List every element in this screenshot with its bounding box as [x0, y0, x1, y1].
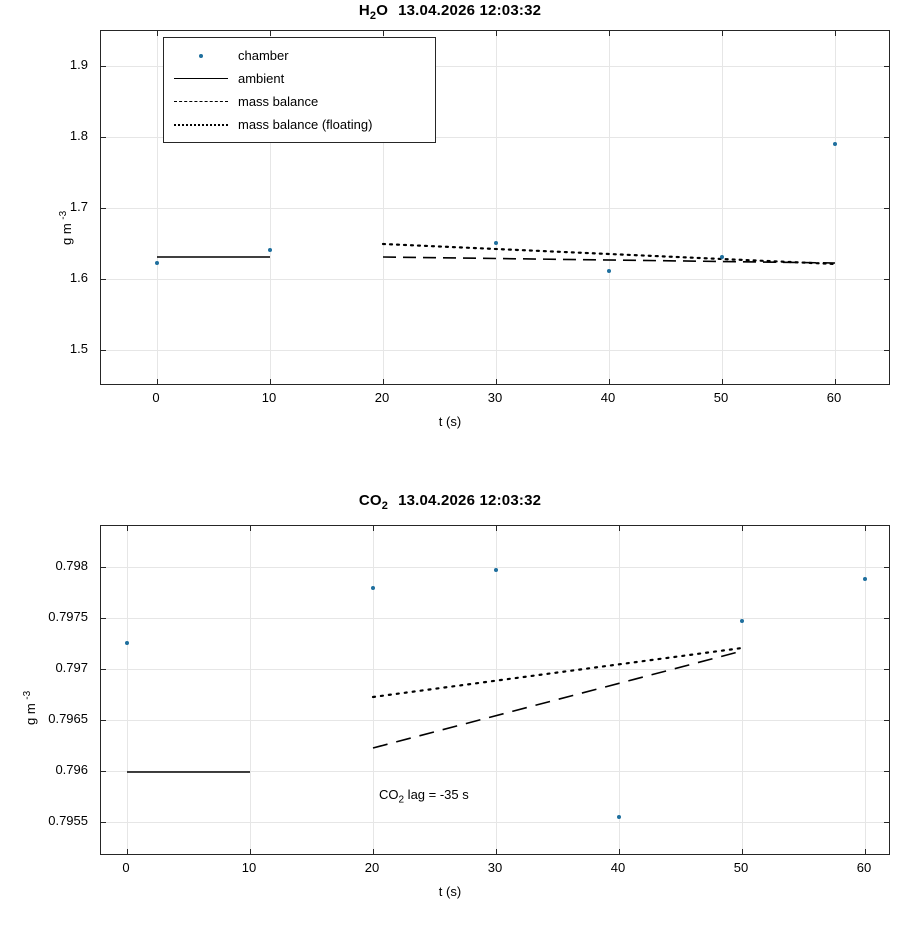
xtick-label: 40	[600, 390, 616, 405]
data-point-chamber	[371, 586, 375, 590]
legend-item-ambient	[172, 67, 425, 90]
xtick-label: 30	[487, 860, 503, 875]
panel-co2-title-timestamp: 13.04.2026 12:03:32	[398, 492, 542, 509]
ytick-label: 0.797	[55, 660, 88, 675]
co2-lag-annotation-tail: lag = -35 s	[404, 787, 469, 802]
panel-co2-plot-area	[100, 525, 890, 855]
panel-co2-curves	[101, 526, 891, 856]
panel-co2	[0, 470, 900, 930]
co2-lag-annotation-prefix: CO	[379, 787, 399, 802]
xtick-label: 10	[261, 390, 277, 405]
ytick-label: 1.8	[69, 128, 88, 143]
legend-label-chamber: chamber	[238, 48, 289, 63]
panel-co2-title-species: CO	[358, 492, 382, 509]
ytick-label: 0.7955	[48, 813, 88, 828]
panel-h2o-title	[0, 2, 900, 22]
data-point-chamber	[607, 269, 611, 273]
data-point-chamber	[155, 261, 159, 265]
xtick-label: 0	[122, 860, 130, 875]
ytick-label: 0.796	[55, 762, 88, 777]
panel-h2o	[0, 0, 900, 460]
legend-marker-dashed-line	[172, 95, 230, 109]
ytick-label: 0.798	[55, 558, 88, 573]
legend-label-mass-balance-floating: mass balance (floating)	[238, 117, 373, 132]
legend-item-chamber	[172, 44, 425, 67]
legend	[163, 37, 436, 143]
panel-co2-title	[0, 492, 900, 512]
panel-h2o-xlabel: t (s)	[438, 414, 462, 429]
xtick-label: 40	[610, 860, 626, 875]
ytick-label: 1.7	[69, 199, 88, 214]
panel-h2o-title-subscript: 2	[369, 9, 377, 22]
xtick-label: 50	[713, 390, 729, 405]
panel-co2-xlabel: t (s)	[438, 884, 462, 899]
panel-h2o-plot-area	[100, 30, 890, 385]
panel-h2o-ylabel: g m $^{-3}$	[58, 210, 74, 245]
data-point-chamber	[740, 619, 744, 623]
xtick-label: 20	[364, 860, 380, 875]
co2-lag-annotation-subscript: 2	[398, 794, 405, 806]
data-point-chamber	[863, 577, 867, 581]
ytick-label: 1.6	[69, 270, 88, 285]
panel-h2o-title-species-tail: O	[376, 2, 389, 19]
data-point-chamber	[125, 641, 129, 645]
xtick-label: 50	[733, 860, 749, 875]
xtick-label: 60	[856, 860, 872, 875]
data-point-chamber	[268, 248, 272, 252]
ytick-label: 1.5	[69, 341, 88, 356]
xtick-label: 60	[826, 390, 842, 405]
legend-label-mass-balance: mass balance	[238, 94, 319, 109]
legend-item-mass-balance	[172, 90, 425, 113]
panel-h2o-title-timestamp: 13.04.2026 12:03:32	[398, 2, 542, 19]
legend-marker-solid-line	[172, 72, 230, 86]
data-point-chamber	[494, 241, 498, 245]
legend-marker-dotted-line	[172, 118, 230, 132]
ytick-label: 0.7965	[48, 711, 88, 726]
xtick-label: 10	[241, 860, 257, 875]
panel-h2o-title-species: H	[358, 2, 370, 19]
legend-marker-point	[172, 49, 230, 63]
panel-co2-ylabel: g m $^{-3}$	[22, 690, 38, 725]
data-point-chamber	[494, 568, 498, 572]
data-point-chamber	[617, 815, 621, 819]
co2-lag-annotation	[379, 787, 469, 806]
xtick-label: 20	[374, 390, 390, 405]
panel-co2-title-subscript: 2	[381, 499, 389, 512]
data-point-chamber	[720, 255, 724, 259]
ytick-label: 0.7975	[48, 609, 88, 624]
legend-item-mass-balance-floating	[172, 113, 425, 136]
legend-label-ambient: ambient	[238, 71, 285, 86]
data-point-chamber	[833, 142, 837, 146]
xtick-label: 30	[487, 390, 503, 405]
ytick-label: 1.9	[69, 57, 88, 72]
xtick-label: 0	[152, 390, 160, 405]
